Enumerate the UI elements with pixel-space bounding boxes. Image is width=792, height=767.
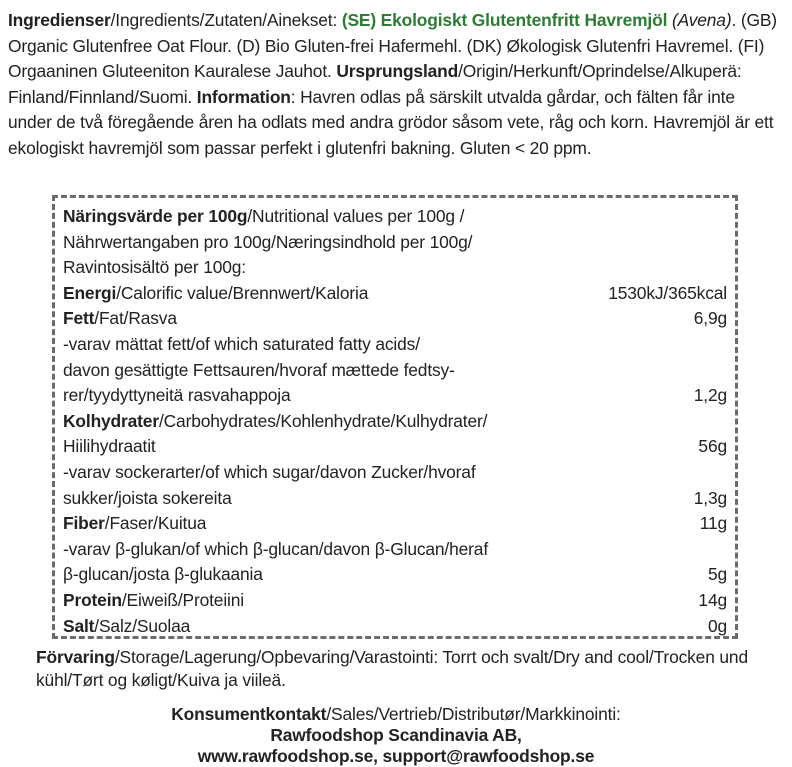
fiber-label-bold: Fiber [63,513,105,534]
nutrition-row-salt [63,614,727,640]
sugar-label-line-2: sukker/joista sokereita [63,487,232,508]
company-name: Rawfoodshop Scandinavia AB, [270,725,522,745]
nutrition-header-line-2: Nährwertangaben pro 100g/Næringsindhold per 100g/ [63,231,473,252]
saturated-label-line-3: rer/tyydyttyneitä rasvahappoja [63,385,291,406]
nutrition-row-saturated [63,332,727,409]
glucan-label-line-2: β-glucan/josta β-glukaania [63,564,263,585]
saturated-label-line-2: davon gesättigte Fettsauren/hvoraf mættede fedtsy- [63,359,455,380]
nutrition-header-bold: Näringsvärde per 100g [63,206,248,226]
ingredients-heading-translations: /Ingredients/Zutaten/Ainekset: [110,10,342,30]
contact-heading-translations: /Sales/Vertrieb/Distributør/Markkinointi: [326,704,621,724]
fat-label: /Fat/Rasva [94,308,177,329]
protein-label-bold: Protein [63,589,122,610]
storage-heading: Förvaring [36,647,115,667]
nutrition-table [52,195,738,639]
glucan-value: 5g [707,564,727,585]
nutrition-row-protein [63,588,727,614]
energy-label-bold: Energi [63,282,117,303]
sugar-value: 1,3g [693,487,727,508]
protein-label: /Eiweiß/Proteiini [121,589,244,610]
contact-heading: Konsumentkontakt [171,704,327,724]
nutrition-row-energy [63,281,727,307]
saturated-value: 1,2g [693,385,727,406]
storage-section [36,646,776,692]
protein-value: 14g [698,589,727,610]
nutrition-row-fat [63,306,727,332]
salt-value: 0g [707,615,727,636]
storage-text: /Storage/Lagerung/Opbevaring/Varastointi: Torrt och svalt/Dry and cool/Trocken und kühl/Tørt og køligt/Kuiva ja viileä. [36,647,748,690]
energy-value: 1530kJ/365kcal [608,282,727,303]
nutrition-row-carbohydrates [63,409,727,460]
salt-label-bold: Salt [63,615,95,636]
product-translations: . (GB) Organic Glutenfree Oat Flour. (D) Bio Gluten-frei Hafermehl. (DK) Økologisk Glutenfri Havremel. (FI) Orgaaninen Gluteeniton Kauralese Jauhot. [8,10,777,82]
fat-label-bold: Fett [63,308,95,329]
carbs-value: 56g [698,436,727,457]
origin-heading: Ursprungsland [336,61,459,82]
information-text: : Havren odlas på särskilt utvalda gårdar, och fälten får inte under de två föregående åren ha odlats med andra grödor såsom vete, råg och korn. Havremjöl är ett ekologiskt havremjöl som passar perfekt i glutenfri bakning. Gluten < 20 ppm. [8,86,774,158]
fat-value: 6,9g [693,308,727,329]
nutrition-row-sugar [63,460,727,511]
nutrition-header-line-3: Ravintosisältö per 100g: [63,257,246,278]
nutrition-row-glucan [63,537,727,588]
contact-web-email: www.rawfoodshop.se, support@rawfoodshop.se [197,746,595,766]
carbs-label-line-2: Hiilihydraatit [63,436,156,457]
carbs-label: /Carbohydrates/Kohlenhydrate/Kulhydrater/ [158,410,488,431]
information-heading: Information [196,86,291,107]
sugar-label-line-1: -varav sockerarter/of which sugar/davon Zucker/hvoraf [63,461,476,482]
latin-name: (Avena) [671,10,732,30]
energy-label: /Calorific value/Brennwert/Kaloria [116,282,369,303]
saturated-label-line-1: -varav mättat fett/of which saturated fatty acids/ [63,333,420,354]
fiber-value: 11g [699,513,727,534]
product-name: (SE) Ekologiskt Glutentenfritt Havremjöl [341,10,668,30]
salt-label: /Salz/Suolaa [94,615,191,636]
glucan-label-line-1: -varav β-glukan/of which β-glucan/davon β-Glucan/heraf [63,538,489,559]
nutrition-row-fiber [63,511,727,537]
fiber-label: /Faser/Kuitua [104,513,207,534]
ingredients-section [8,8,783,162]
carbs-label-bold: Kolhydrater [63,410,159,431]
nutrition-header-rest: /Nutritional values per 100g / [247,206,465,226]
origin-text: /Origin/Herkunft/Oprindelse/Alkuperä: Finland/Finnland/Suomi. [8,61,742,107]
ingredients-heading: Ingredienser [8,10,111,30]
nutrition-header [63,204,727,281]
contact-section [0,704,792,767]
